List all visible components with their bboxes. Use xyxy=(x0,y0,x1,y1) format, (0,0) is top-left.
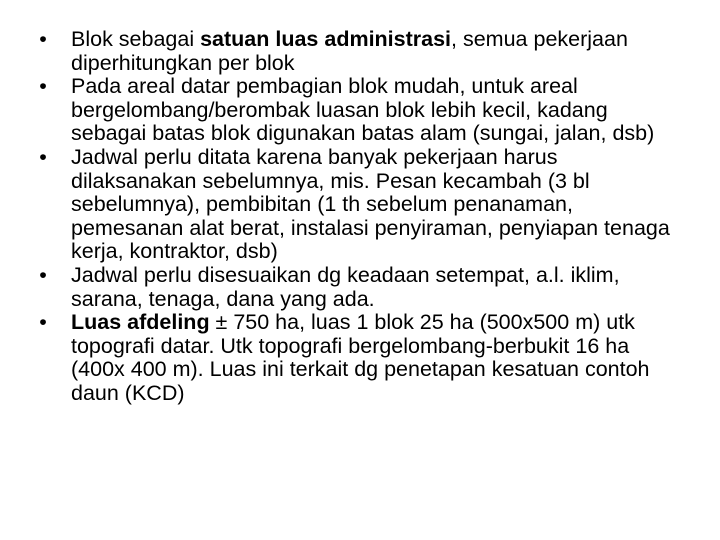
bullet-3-text: Jadwal perlu ditata karena banyak pekerjaan harus dilaksanakan sebelumnya, mis. Pesan kecambah (3 bl sebelumnya), pembibitan (1 th sebelum penanaman, pemesanan alat berat, instalasi penyiraman, penyiapan tenaga kerja, kontraktor, dsb) xyxy=(71,144,670,264)
bullet-icon: • xyxy=(39,262,47,287)
bullet-4-text: Jadwal perlu disesuaikan dg keadaan setempat, a.l. iklim, sarana, tenaga, dana yang ada. xyxy=(71,262,620,311)
bullet-icon: • xyxy=(39,144,47,169)
bullet-5-bold-term: Luas afdeling xyxy=(71,310,210,335)
bullet-1-text-b: , semua pekerjaan diperhitungkan per blok xyxy=(71,27,628,75)
bullet-list xyxy=(36,28,686,406)
bullet-2-text: Pada areal datar pembagian blok mudah, untuk areal bergelombang/berombak luasan blok lebih kecil, kadang sebagai batas blok digunakan batas alam (sungai, jalan, dsb) xyxy=(71,74,655,146)
bullet-item-3 xyxy=(36,146,686,264)
bullet-item-2 xyxy=(36,75,686,146)
bullet-item-1 xyxy=(36,28,686,75)
bullet-1-bold-term: satuan luas administrasi xyxy=(200,27,452,51)
bullet-icon: • xyxy=(39,74,47,99)
bullet-icon: • xyxy=(39,27,47,51)
bullet-5-text: ± 750 ha, luas 1 blok 25 ha (500x500 m) utk topografi datar. Utk topografi bergelombang-berbukit 16 ha (400x 400 m). Luas ini terkait dg penetapan kesatuan contoh daun (KCD) xyxy=(71,310,650,405)
bullet-icon: • xyxy=(39,310,47,335)
slide-body xyxy=(36,28,686,406)
bullet-item-5 xyxy=(36,311,686,405)
bullet-item-4 xyxy=(36,264,686,311)
bullet-1-text-a: Blok sebagai xyxy=(71,27,201,51)
